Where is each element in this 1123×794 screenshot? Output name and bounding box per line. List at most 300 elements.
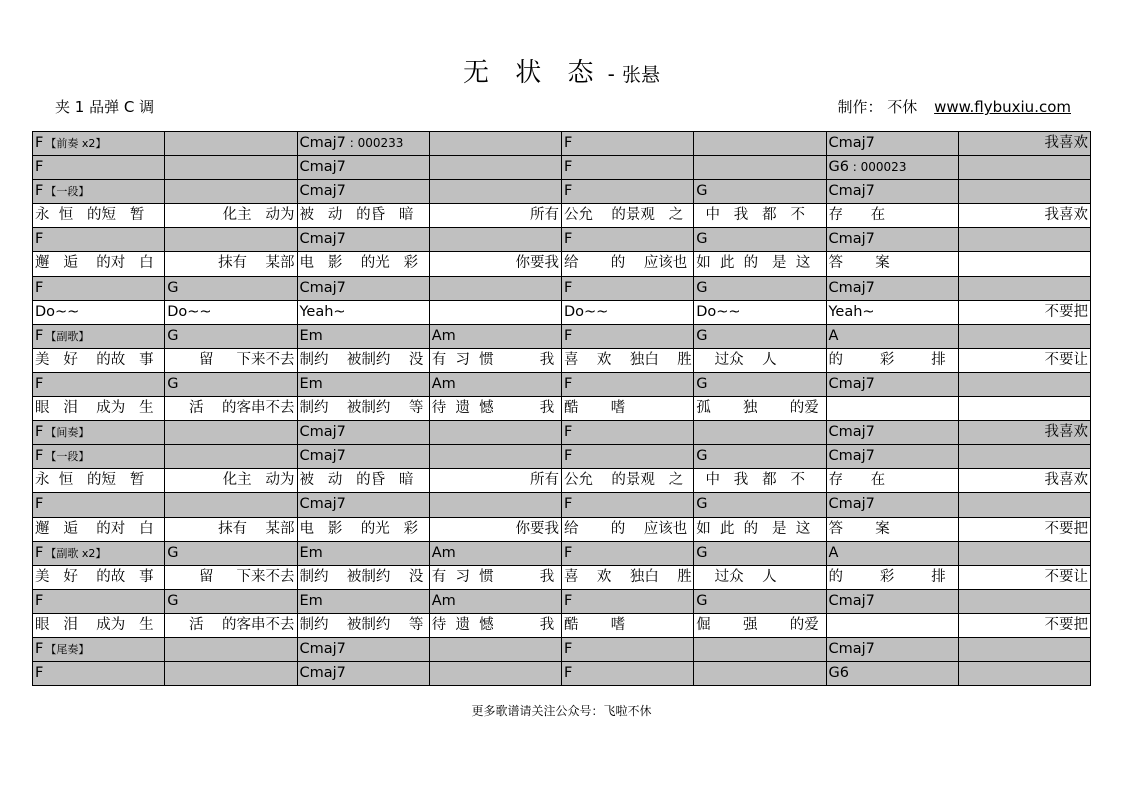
chord-cell: [298, 542, 430, 566]
chord-name: 我喜欢: [1044, 135, 1088, 151]
chord-row: [33, 373, 1091, 397]
lyric-text: 待 遗 憾 我: [431, 616, 555, 633]
chord-name: G: [696, 544, 708, 561]
chord-cell: [165, 373, 297, 397]
chord-name: Am: [431, 544, 456, 561]
lyric-cell: [33, 301, 165, 325]
chord-cell: [694, 445, 826, 469]
lyric-cell: [33, 518, 165, 542]
chord-cell: [827, 132, 959, 156]
chord-cell: [562, 277, 694, 301]
lyric-cell: [562, 397, 694, 421]
lyric-text: 不要让: [1044, 351, 1088, 368]
lyric-cell: [827, 614, 959, 638]
lyric-text: 中 我 都 不: [696, 207, 805, 224]
chord-cell: [165, 156, 297, 180]
chord-cell: [298, 638, 430, 662]
chord-cell: [694, 228, 826, 252]
chord-name: F: [35, 183, 44, 200]
chord-cell: [298, 445, 430, 469]
section-tag: 【副歌】: [45, 329, 90, 343]
lyric-cell: [165, 397, 297, 421]
chord-name: F: [35, 640, 44, 657]
chord-name: Cmaj7: [828, 592, 875, 609]
lyric-cell: [165, 349, 297, 373]
lyric-cell: [165, 469, 297, 493]
lyric-cell: [165, 301, 297, 325]
lyric-cell: [959, 301, 1091, 325]
chord-cell: [827, 180, 959, 204]
lyric-cell: [298, 301, 430, 325]
chord-row: [33, 662, 1091, 686]
chord-cell: [827, 445, 959, 469]
chord-cell: [430, 662, 562, 686]
lyric-text: 制约 被制约 等: [299, 400, 424, 417]
lyric-text: 喜 欢 独白 胜: [564, 568, 692, 585]
lyric-cell: [430, 566, 562, 590]
lyric-text: 答 案: [828, 520, 890, 537]
chord-name: G: [696, 496, 708, 513]
chord-name: G6: [828, 665, 849, 682]
chord-name: Cmaj7: [299, 665, 346, 682]
chord-cell: [430, 228, 562, 252]
chord-name: 我喜欢: [1044, 424, 1088, 441]
lyric-cell: [827, 301, 959, 325]
lyric-text: 酷 嗜: [564, 616, 626, 633]
chord-name: F: [35, 159, 44, 176]
lyric-cell: [165, 204, 297, 228]
chord-name: F: [35, 279, 44, 296]
chord-cell: [827, 493, 959, 517]
lyric-cell: [562, 614, 694, 638]
lyric-cell: [298, 518, 430, 542]
chord-cell: [959, 156, 1091, 180]
credits-label: 制作： 不休: [837, 98, 918, 116]
chord-name: F: [564, 544, 573, 561]
chord-name: F: [35, 375, 44, 392]
lyric-text: 留 下来不去: [198, 351, 295, 368]
chord-cell: [827, 662, 959, 686]
lyric-cell: [694, 518, 826, 542]
chord-cell: [430, 132, 562, 156]
chord-name: F: [564, 279, 573, 296]
chord-cell: [562, 373, 694, 397]
lyric-cell: [298, 349, 430, 373]
chord-cell: [165, 180, 297, 204]
lyric-text: 活 的客串不去: [189, 400, 295, 417]
chord-cell: [430, 493, 562, 517]
section-tag: 【尾奏】: [45, 642, 90, 656]
lyric-text: 被 动 的昏 暗: [299, 207, 414, 224]
lyric-text: 有 习 惯 我: [431, 568, 555, 585]
chord-name: F: [564, 424, 573, 441]
chord-cell: [694, 542, 826, 566]
lyric-cell: [165, 252, 297, 276]
lyric-text: 抹有 某部: [218, 255, 295, 272]
chord-name: F: [35, 231, 44, 248]
lyric-text: 制约 被制约 没: [299, 351, 424, 368]
footer-note: 更多歌谱请关注公众号：飞啦不休: [471, 704, 652, 718]
lyric-cell: [298, 252, 430, 276]
chord-cell: [430, 373, 562, 397]
chord-cell: [298, 373, 430, 397]
lyric-cell: [562, 204, 694, 228]
chord-name: G6: [828, 159, 849, 176]
lyric-text: 被 动 的昏 暗: [299, 472, 414, 489]
lyric-row: [33, 566, 1091, 590]
chord-name: Am: [431, 592, 456, 609]
chord-fingering-code: : 000233: [345, 136, 404, 150]
chord-cell: [959, 542, 1091, 566]
lyric-cell: [298, 469, 430, 493]
lyric-text: 存 在: [828, 207, 886, 224]
chord-name: F: [564, 665, 573, 682]
lyric-text: 存 在: [828, 472, 886, 489]
chord-cell: [694, 132, 826, 156]
chord-name: F: [35, 448, 44, 465]
lyric-cell: [562, 518, 694, 542]
lyric-text: 电 影 的光 彩: [299, 520, 419, 537]
lyric-text: 美 好 的故 事: [35, 568, 154, 585]
lyric-text: Do~~: [564, 303, 609, 320]
chord-cell: [298, 180, 430, 204]
lyric-text: 不要把: [1044, 616, 1088, 633]
lyric-text: 酷 嗜: [564, 400, 626, 417]
lyric-cell: [430, 397, 562, 421]
chord-cell: [33, 590, 165, 614]
lyric-text: 永 恒 的短 暂: [35, 207, 145, 224]
lyric-text: 我喜欢: [1044, 207, 1088, 224]
chord-cell: [827, 421, 959, 445]
lyric-text: 如 此 的 是 这: [696, 520, 811, 537]
chord-name: Cmaj7: [828, 375, 875, 392]
lyric-cell: [33, 614, 165, 638]
lyric-text: 孤 独 的爱: [696, 400, 819, 417]
lyric-text: 留 下来不去: [198, 568, 295, 585]
lyric-cell: [827, 204, 959, 228]
chord-cell: [33, 445, 165, 469]
chord-cell: [33, 132, 165, 156]
lyric-cell: [33, 252, 165, 276]
chord-name: Am: [431, 327, 456, 344]
chord-name: F: [564, 135, 573, 151]
chord-cell: [33, 277, 165, 301]
chord-row: [33, 590, 1091, 614]
chord-name: Cmaj7: [828, 448, 875, 465]
chord-name: Cmaj7: [299, 135, 346, 151]
chord-cell: [298, 228, 430, 252]
chord-cell: [33, 638, 165, 662]
website-link[interactable]: www.flybuxiu.com: [934, 98, 1071, 116]
lyric-cell: [827, 252, 959, 276]
chord-cell: [33, 325, 165, 349]
lyric-row: [33, 301, 1091, 325]
chord-name: Am: [431, 375, 456, 392]
lyric-cell: [959, 204, 1091, 228]
lyric-cell: [33, 349, 165, 373]
chord-cell: [959, 132, 1091, 156]
lyric-row: [33, 252, 1091, 276]
chord-name: Cmaj7: [828, 640, 875, 657]
chord-name: Cmaj7: [299, 640, 346, 657]
lyric-cell: [694, 397, 826, 421]
chord-cell: [694, 373, 826, 397]
chord-name: F: [35, 135, 44, 151]
chord-cell: [298, 421, 430, 445]
chord-cell: [827, 638, 959, 662]
lyric-cell: [33, 204, 165, 228]
lyric-cell: [959, 349, 1091, 373]
chord-name: Cmaj7: [299, 279, 346, 296]
lyric-text: 所有: [530, 472, 559, 489]
chord-name: Em: [299, 375, 323, 392]
chord-row: [33, 180, 1091, 204]
lyric-cell: [430, 518, 562, 542]
chord-name: F: [564, 375, 573, 392]
lyric-cell: [165, 614, 297, 638]
lyric-cell: [694, 349, 826, 373]
lyric-row: [33, 614, 1091, 638]
chord-cell: [827, 373, 959, 397]
chord-cell: [298, 662, 430, 686]
chord-cell: [165, 542, 297, 566]
lyric-row: [33, 469, 1091, 493]
chord-cell: [430, 542, 562, 566]
chord-name: F: [35, 496, 44, 513]
chord-cell: [694, 180, 826, 204]
capo-key-info: 夹 1 品弹 C 调: [55, 98, 155, 116]
chord-name: A: [828, 544, 839, 561]
chord-name: Cmaj7: [299, 424, 346, 441]
lyric-text: 制约 被制约 没: [299, 568, 424, 585]
chord-name: F: [564, 496, 573, 513]
lyric-cell: [562, 469, 694, 493]
chord-cell: [33, 542, 165, 566]
lyric-text: 化主 动为: [222, 472, 295, 489]
lyric-cell: [298, 204, 430, 228]
chord-name: G: [696, 375, 708, 392]
lyric-cell: [562, 349, 694, 373]
lyric-cell: [827, 566, 959, 590]
chord-cell: [430, 445, 562, 469]
chord-name: G: [696, 279, 708, 296]
song-title-block: [0, 52, 1123, 89]
chord-cell: [959, 277, 1091, 301]
lyric-text: 电 影 的光 彩: [299, 255, 419, 272]
chord-cell: [827, 590, 959, 614]
chord-cell: [562, 180, 694, 204]
chord-cell: [562, 638, 694, 662]
chord-cell: [959, 445, 1091, 469]
chord-name: G: [167, 279, 179, 296]
title-separator: -: [607, 62, 615, 86]
chord-name: Cmaj7: [299, 231, 346, 248]
lyric-text: 邂 逅 的对 白: [35, 520, 154, 537]
chord-name: F: [35, 327, 44, 344]
lyric-text: Do~~: [35, 303, 80, 320]
chord-cell: [959, 421, 1091, 445]
lyric-cell: [430, 301, 562, 325]
chord-name: F: [35, 544, 44, 561]
chord-cell: [33, 662, 165, 686]
lyric-cell: [959, 518, 1091, 542]
chord-name: G: [696, 183, 708, 200]
lyric-cell: [694, 252, 826, 276]
chord-cell: [959, 590, 1091, 614]
section-tag: 【一段】: [45, 185, 90, 199]
chord-row: [33, 277, 1091, 301]
lyric-text: 邂 逅 的对 白: [35, 255, 154, 272]
chord-name: F: [564, 640, 573, 657]
chord-cell: [827, 156, 959, 180]
lyric-cell: [298, 397, 430, 421]
chord-cell: [165, 445, 297, 469]
lyric-cell: [694, 614, 826, 638]
chord-name: F: [564, 183, 573, 200]
chord-cell: [430, 421, 562, 445]
chord-cell: [298, 277, 430, 301]
chord-cell: [959, 180, 1091, 204]
lyric-text: 中 我 都 不: [696, 472, 805, 489]
lyric-text: 你要我: [515, 255, 559, 272]
lyric-cell: [165, 566, 297, 590]
chord-name: G: [167, 327, 179, 344]
lyric-text: 过众 人: [696, 568, 777, 585]
lyric-row: [33, 204, 1091, 228]
chord-cell: [298, 493, 430, 517]
chord-cell: [562, 662, 694, 686]
credits: [838, 96, 1071, 117]
chord-cell: [694, 156, 826, 180]
song-title: 无 状 态: [463, 58, 603, 88]
chord-row: [33, 638, 1091, 662]
chord-cell: [694, 421, 826, 445]
chord-cell: [33, 228, 165, 252]
chord-name: A: [828, 327, 839, 344]
lyric-text: 我喜欢: [1044, 472, 1088, 489]
chord-cell: [33, 156, 165, 180]
chord-cell: [694, 277, 826, 301]
chord-cell: [33, 421, 165, 445]
lyric-text: Yeah~: [299, 303, 346, 320]
chord-name: F: [35, 592, 44, 609]
lyric-text: 不要把: [1044, 303, 1088, 320]
lyric-cell: [959, 252, 1091, 276]
chord-name: Cmaj7: [828, 183, 875, 200]
chord-row: [33, 228, 1091, 252]
chord-cell: [562, 542, 694, 566]
chord-name: F: [564, 327, 573, 344]
lyric-cell: [33, 397, 165, 421]
chord-cell: [959, 373, 1091, 397]
chord-cell: [827, 228, 959, 252]
chord-cell: [827, 325, 959, 349]
chord-cell: [827, 542, 959, 566]
chord-cell: [33, 493, 165, 517]
chord-cell: [298, 590, 430, 614]
chord-cell: [165, 638, 297, 662]
lyric-cell: [430, 349, 562, 373]
chord-cell: [298, 132, 430, 156]
chord-row: [33, 421, 1091, 445]
lyric-text: 抹有 某部: [218, 520, 295, 537]
chord-name: F: [35, 665, 44, 682]
chord-cell: [959, 228, 1091, 252]
chord-cell: [562, 132, 694, 156]
chord-name: Cmaj7: [828, 424, 875, 441]
chord-name: G: [167, 544, 179, 561]
lyric-text: 不要让: [1044, 568, 1088, 585]
lyric-cell: [298, 614, 430, 638]
chord-name: F: [564, 448, 573, 465]
chord-name: G: [696, 448, 708, 465]
chord-row: [33, 325, 1091, 349]
chord-cell: [694, 590, 826, 614]
lyric-cell: [694, 204, 826, 228]
section-tag: 【一段】: [45, 450, 90, 464]
lyric-row: [33, 397, 1091, 421]
lyric-cell: [430, 252, 562, 276]
chord-cell: [562, 590, 694, 614]
chord-cell: [165, 493, 297, 517]
chord-name: G: [167, 375, 179, 392]
lyric-cell: [298, 566, 430, 590]
chord-cell: [430, 277, 562, 301]
chord-cell: [694, 493, 826, 517]
lyric-text: 给 的 应该也: [564, 520, 688, 537]
lyric-cell: [562, 566, 694, 590]
chord-cell: [33, 373, 165, 397]
lyric-cell: [562, 301, 694, 325]
chord-cell: [694, 638, 826, 662]
chord-cell: [694, 662, 826, 686]
lyric-cell: [827, 349, 959, 373]
chord-name: Cmaj7: [299, 496, 346, 513]
lyric-text: Do~~: [696, 303, 741, 320]
lyric-cell: [33, 469, 165, 493]
chord-cell: [430, 638, 562, 662]
lyric-text: 过众 人: [696, 351, 777, 368]
lyric-text: 的 彩 排: [828, 568, 946, 585]
chord-row: [33, 132, 1091, 156]
lyric-text: 眼 泪 成为 生: [35, 400, 154, 417]
chord-cell: [959, 638, 1091, 662]
lyric-cell: [959, 614, 1091, 638]
lyric-text: 活 的客串不去: [189, 616, 295, 633]
lyric-text: 眼 泪 成为 生: [35, 616, 154, 633]
chord-name: Cmaj7: [828, 231, 875, 248]
lyric-text: 答 案: [828, 255, 890, 272]
lyric-cell: [562, 252, 694, 276]
lyric-cell: [430, 614, 562, 638]
lyric-text: 的 彩 排: [828, 351, 946, 368]
chord-cell: [430, 180, 562, 204]
chord-name: Em: [299, 327, 323, 344]
chord-fingering-code: : 000023: [848, 160, 907, 175]
chord-name: G: [696, 231, 708, 248]
chord-cell: [33, 180, 165, 204]
chord-cell: [165, 132, 297, 156]
chord-name: F: [564, 159, 573, 176]
lyric-cell: [959, 397, 1091, 421]
chord-cell: [562, 445, 694, 469]
chord-name: Cmaj7: [828, 496, 875, 513]
lyric-row: [33, 349, 1091, 373]
lyric-text: 待 遗 憾 我: [431, 400, 555, 417]
chord-cell: [165, 590, 297, 614]
chord-sheet-table: [32, 131, 1091, 686]
chord-name: F: [35, 424, 44, 441]
